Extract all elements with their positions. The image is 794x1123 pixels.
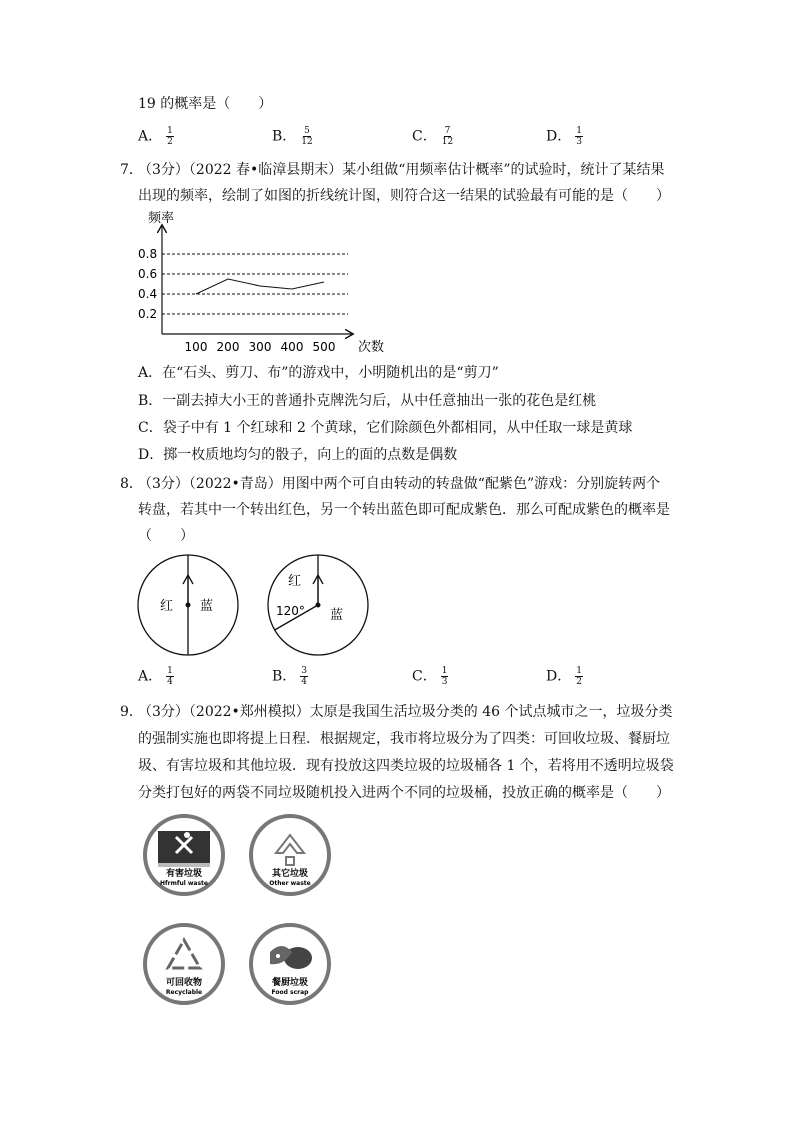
recyclable-icon (142, 922, 226, 1006)
q8-line2: 转盘，若其中一个转出红色，另一个转出蓝色即可配成紫色．那么可配成紫色的概率是 (138, 502, 670, 518)
q8-line1: （3分）（2022•青岛）用图中两个可自由转动的转盘做“配紫色”游戏：分别旋转两个 (138, 476, 661, 492)
q7-line2: 出现的频率，绘制了如图的折线统计图，则符合这一结果的试验最有可能的是（ ） (138, 188, 670, 204)
chart-ytick-3: 0.8 (138, 247, 158, 261)
spinner-1 (132, 553, 247, 658)
q6-tail: 19 的概率是（ ） (138, 96, 273, 112)
svg-text:餐厨垃圾: 餐厨垃圾 (271, 978, 309, 988)
q7-line-chart (120, 206, 400, 356)
spinner-1-left-label: 红 (160, 599, 174, 614)
q7-number: 7． (120, 162, 143, 178)
q8-option-a[interactable]: A． $\frac{1}{4}$ (138, 666, 173, 687)
svg-text:Recyclable: Recyclable (165, 989, 203, 996)
chart-series-line (196, 279, 324, 294)
chart-ytick-0: 0.2 (138, 307, 158, 321)
chart-xticks (185, 340, 336, 354)
food-scrap-icon (248, 922, 332, 1006)
q9-number: 9． (120, 704, 143, 720)
q6-option-c[interactable]: C． $\frac{7}{12}$ (412, 126, 454, 147)
svg-text:其它垃圾: 其它垃圾 (271, 869, 309, 879)
harmful-waste-icon (142, 813, 226, 897)
q9-line1: （3分）（2022•郑州模拟）太原是我国生活垃圾分类的 46 个试点城市之一，垃圾分类 (138, 704, 673, 720)
q6-option-d[interactable]: D． $\frac{1}{3}$ (546, 126, 582, 147)
q8-option-b[interactable]: B． $\frac{3}{4}$ (272, 666, 308, 687)
chart-ytick-1: 0.4 (138, 287, 158, 301)
chart-ytick-2: 0.6 (138, 267, 158, 281)
svg-text:Hfrmful waste: Hfrmful waste (160, 880, 208, 887)
other-waste-icon (248, 813, 332, 897)
q8-number: 8． (120, 476, 143, 492)
svg-text:Food scrap: Food scrap (271, 989, 309, 996)
chart-yticks (138, 247, 157, 321)
chart-xtick-2: 300 (248, 340, 272, 354)
spinner-1-right-label: 蓝 (200, 599, 214, 614)
chart-xtick-3: 400 (280, 340, 304, 354)
q7-option-a[interactable]: A．在“石头、剪刀、布”的游戏中，小明随机出的是“剪刀” (138, 365, 499, 381)
chart-gridlines (162, 254, 348, 314)
svg-text:有害垃圾: 有害垃圾 (165, 869, 203, 879)
chart-xlabel: 次数 (358, 340, 385, 355)
chart-xtick-0: 100 (184, 340, 208, 354)
chart-ylabel: 频率 (148, 211, 175, 226)
q7-option-c[interactable]: C．袋子中有 1 个红球和 2 个黄球，它们除颜色外都相同，从中任取一球是黄球 (138, 420, 633, 436)
q9-line4: 分类打包好的两袋不同垃圾随机投入进两个不同的垃圾桶，投放正确的概率是（ ） (138, 785, 670, 801)
spinner-2-top-label: 红 (288, 574, 302, 589)
chart-xtick-1: 200 (216, 340, 240, 354)
q7-option-d[interactable]: D．掷一枚质地均匀的骰子，向上的面的点数是偶数 (138, 447, 458, 463)
svg-text:可回收物: 可回收物 (165, 978, 203, 988)
q6-option-a[interactable]: A． $\frac{1}{2}$ (138, 126, 173, 147)
q6-option-b[interactable]: B． $\frac{5}{12}$ (272, 126, 313, 147)
spinner-2 (262, 553, 377, 658)
spinner-2-angle-label: 120° (276, 604, 305, 618)
svg-text:Other waste: Other waste (269, 880, 311, 887)
q8-option-d[interactable]: D． $\frac{1}{2}$ (546, 666, 582, 687)
q9-line3: 圾、有害垃圾和其他垃圾．现有投放这四类垃圾的垃圾桶各 1 个，若将用不透明垃圾袋 (138, 758, 674, 774)
spinner-2-right-label: 蓝 (330, 608, 344, 623)
chart-xtick-4: 500 (312, 340, 336, 354)
q7-line1: （3分）（2022 春•临漳县期末）某小组做“用频率估计概率”的试验时，统计了某结果 (138, 162, 665, 178)
q9-line2: 的强制实施也即将提上日程．根据规定，我市将垃圾分为了四类：可回收垃圾、餐厨垃 (138, 731, 670, 747)
q8-option-c[interactable]: C． $\frac{1}{3}$ (412, 666, 448, 687)
q7-option-b[interactable]: B．一副去掉大小王的普通扑克牌洗匀后，从中任意抽出一张的花色是红桃 (138, 393, 597, 409)
q8-line3: （ ） (138, 528, 194, 544)
